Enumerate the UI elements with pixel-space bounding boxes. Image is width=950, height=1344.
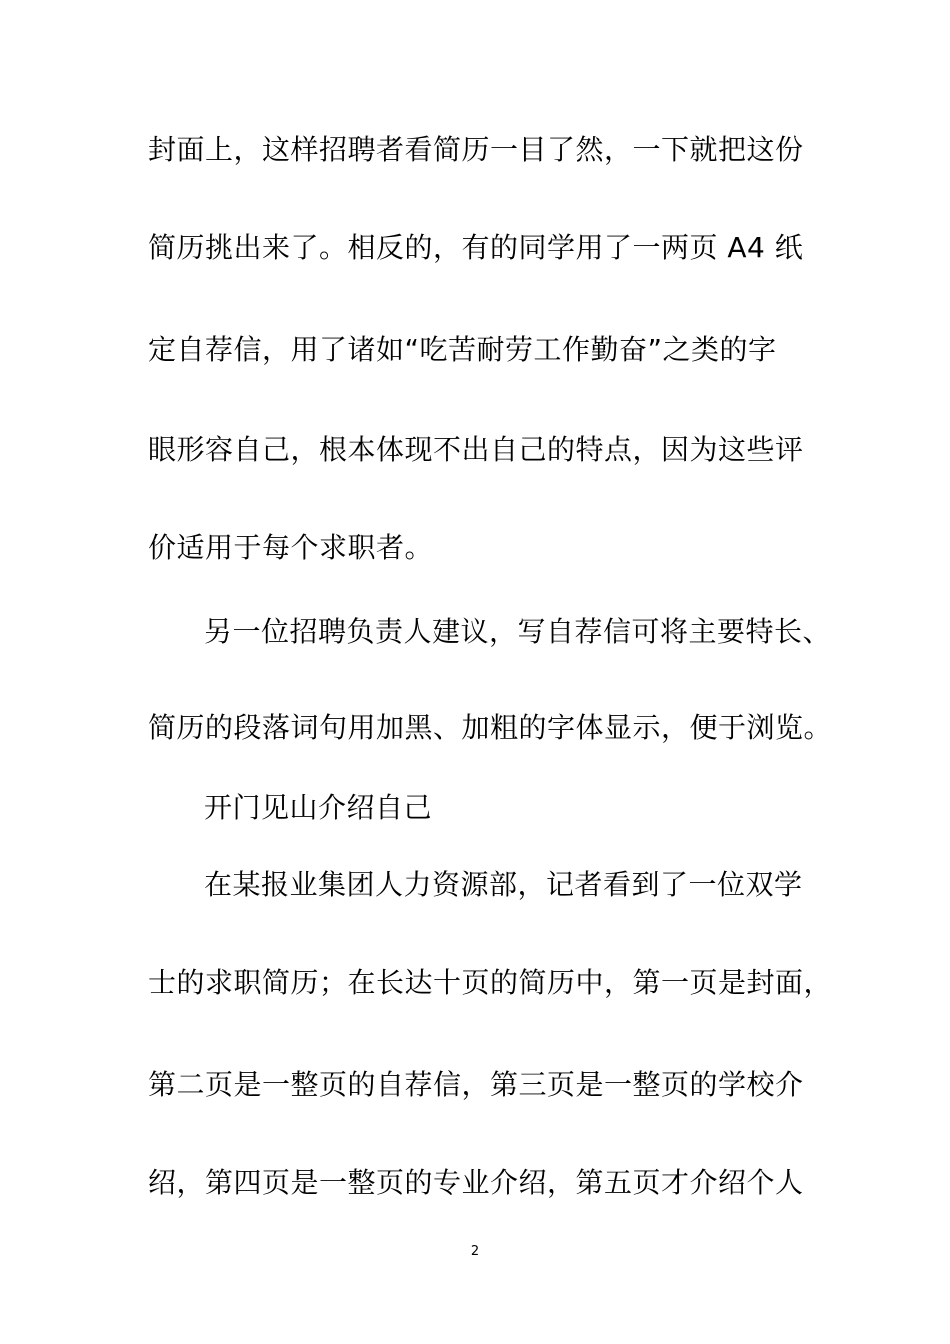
body-text-line: 价适用于每个求职者。	[148, 531, 434, 564]
section-heading: 开门见山介绍自己	[204, 791, 433, 824]
body-text-line: 第二页是一整页的自荐信，第三页是一整页的学校介	[148, 1068, 804, 1101]
body-text-line: 封面上，这样招聘者看简历一目了然，一下就把这份	[148, 133, 804, 166]
body-text-line: 士的求职简历；在长达十页的简历中，第一页是封面，	[148, 966, 833, 999]
paragraph-start-line: 在某报业集团人力资源部，记者看到了一位双学	[204, 868, 803, 901]
paragraph-start-line: 另一位招聘负责人建议，写自荐信可将主要特长、	[204, 615, 832, 648]
page-number: 2	[470, 1244, 480, 1259]
body-text-line: 定自荐信，用了诸如“吃苦耐劳工作勤奋”之类的字	[148, 333, 777, 366]
body-text-line: 简历挑出来了。相反的，有的同学用了一两页 A4 纸	[148, 231, 804, 264]
body-text-line: 简历的段落词句用加黑、加粗的字体显示，便于浏览。	[148, 711, 833, 744]
body-text-line: 眼形容自己，根本体现不出自己的特点，因为这些评	[148, 433, 804, 466]
body-text-line: 绍，第四页是一整页的专业介绍，第五页才介绍个人	[148, 1166, 804, 1199]
